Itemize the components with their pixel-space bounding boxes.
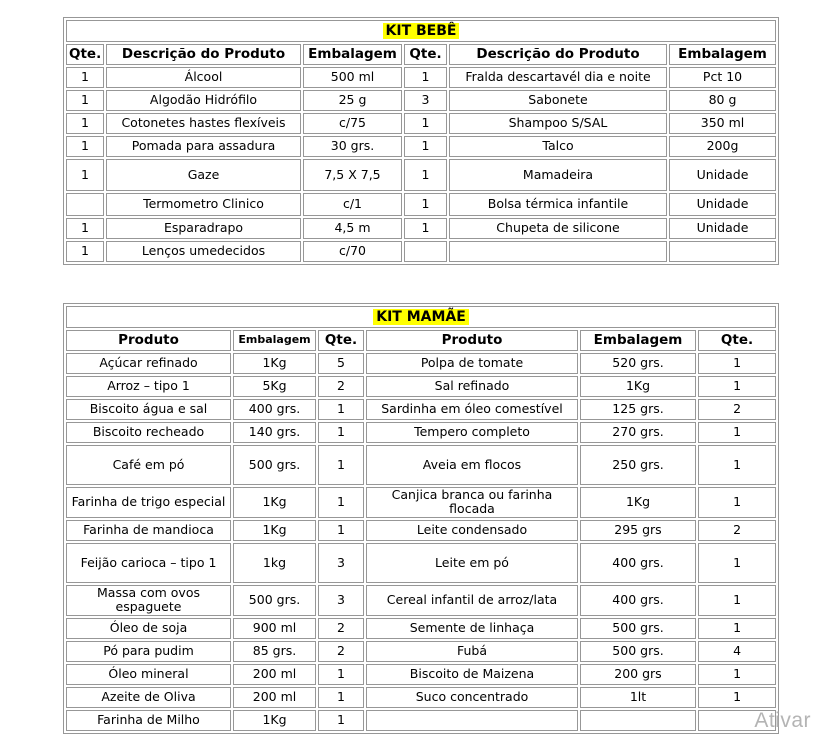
column-header: Embalagem bbox=[233, 330, 316, 351]
table-title-cell bbox=[66, 306, 776, 328]
table-cell: 250 grs. bbox=[580, 445, 696, 485]
activate-windows-watermark: Ativar bbox=[754, 709, 811, 732]
table-cell: 1 bbox=[698, 618, 776, 639]
table-cell: Leite em pó bbox=[366, 543, 578, 583]
table-cell: 1 bbox=[66, 90, 104, 111]
table-cell bbox=[580, 710, 696, 731]
table-title: KIT MAMÃE bbox=[373, 309, 469, 325]
table-cell bbox=[669, 241, 776, 262]
column-header: Qte. bbox=[318, 330, 364, 351]
table-cell: Sardinha em óleo comestível bbox=[366, 399, 578, 420]
table-cell: 2 bbox=[318, 641, 364, 662]
kit-bebe-table bbox=[63, 17, 779, 265]
table-cell: 1 bbox=[698, 445, 776, 485]
table-cell: Biscoito recheado bbox=[66, 422, 231, 443]
table-cell: Café em pó bbox=[66, 445, 231, 485]
table-cell: 3 bbox=[404, 90, 447, 111]
table-cell: 1 bbox=[404, 67, 447, 88]
table-cell: 1 bbox=[698, 543, 776, 583]
table-cell: 25 g bbox=[303, 90, 402, 111]
table-cell: 2 bbox=[318, 376, 364, 397]
column-header: Embalagem bbox=[303, 44, 402, 65]
table-cell: 2 bbox=[698, 520, 776, 541]
table-cell: Farinha de trigo especial bbox=[66, 487, 231, 518]
table-cell: 80 g bbox=[669, 90, 776, 111]
table-row bbox=[66, 422, 776, 443]
table-cell: 1 bbox=[318, 664, 364, 685]
table-cell: 1 bbox=[66, 113, 104, 134]
table-cell: 200g bbox=[669, 136, 776, 157]
column-header: Produto bbox=[66, 330, 231, 351]
table-cell: 140 grs. bbox=[233, 422, 316, 443]
header-row bbox=[66, 44, 776, 65]
table-cell: 1kg bbox=[233, 543, 316, 583]
table-cell: Mamadeira bbox=[449, 159, 667, 191]
table-cell: 1 bbox=[404, 193, 447, 216]
table-cell: Pct 10 bbox=[669, 67, 776, 88]
table-cell: 295 grs bbox=[580, 520, 696, 541]
table-cell: 1 bbox=[318, 687, 364, 708]
table-row bbox=[66, 487, 776, 518]
table-cell: 1 bbox=[66, 218, 104, 239]
table-cell: c/75 bbox=[303, 113, 402, 134]
table-cell: Óleo mineral bbox=[66, 664, 231, 685]
table-cell: 500 grs. bbox=[580, 641, 696, 662]
table-row bbox=[66, 664, 776, 685]
table-row bbox=[66, 618, 776, 639]
table-cell: 1 bbox=[404, 136, 447, 157]
table-row bbox=[66, 193, 776, 216]
column-header: Produto bbox=[366, 330, 578, 351]
table-cell: Pó para pudim bbox=[66, 641, 231, 662]
table-cell: Açúcar refinado bbox=[66, 353, 231, 374]
table-cell: Talco bbox=[449, 136, 667, 157]
table-cell: Canjica branca ou farinha flocada bbox=[366, 487, 578, 518]
table-cell: Aveia em flocos bbox=[366, 445, 578, 485]
table-cell: 1Kg bbox=[233, 487, 316, 518]
table-cell: Bolsa térmica infantile bbox=[449, 193, 667, 216]
table-cell: Polpa de tomate bbox=[366, 353, 578, 374]
table-cell: Cereal infantil de arroz/lata bbox=[366, 585, 578, 616]
table-cell: Farinha de Milho bbox=[66, 710, 231, 731]
table-cell: Lenços umedecidos bbox=[106, 241, 301, 262]
kit-mamae-table bbox=[63, 303, 779, 734]
table-cell: 500 grs. bbox=[233, 585, 316, 616]
table-cell: 1Kg bbox=[580, 376, 696, 397]
table-cell: 270 grs. bbox=[580, 422, 696, 443]
table-cell: 1 bbox=[318, 445, 364, 485]
table-cell: 7,5 X 7,5 bbox=[303, 159, 402, 191]
table-cell: 1 bbox=[404, 113, 447, 134]
table-row bbox=[66, 543, 776, 583]
table-cell: 350 ml bbox=[669, 113, 776, 134]
table-title: KIT BEBÊ bbox=[383, 23, 460, 39]
table-row bbox=[66, 159, 776, 191]
column-header: Qte. bbox=[66, 44, 104, 65]
table-cell: 3 bbox=[318, 585, 364, 616]
table-cell: c/1 bbox=[303, 193, 402, 216]
table-cell: 200 ml bbox=[233, 687, 316, 708]
table-cell: 4 bbox=[698, 641, 776, 662]
table-cell: 1 bbox=[318, 487, 364, 518]
table-cell: 1Kg bbox=[233, 520, 316, 541]
table-cell: Álcool bbox=[106, 67, 301, 88]
table-cell: 1lt bbox=[580, 687, 696, 708]
table-cell: 400 grs. bbox=[233, 399, 316, 420]
header-row bbox=[66, 330, 776, 351]
table-cell bbox=[66, 193, 104, 216]
table-cell: 1Kg bbox=[233, 710, 316, 731]
table-cell: Unidade bbox=[669, 218, 776, 239]
table-cell: 1 bbox=[318, 520, 364, 541]
table-cell: 500 grs. bbox=[580, 618, 696, 639]
table-cell: 1 bbox=[698, 422, 776, 443]
table-cell: Fubá bbox=[366, 641, 578, 662]
table-cell bbox=[366, 710, 578, 731]
table-cell: Tempero completo bbox=[366, 422, 578, 443]
table-row bbox=[66, 136, 776, 157]
table-row bbox=[66, 399, 776, 420]
table-cell: 200 ml bbox=[233, 664, 316, 685]
table-row bbox=[66, 90, 776, 111]
table-cell: Biscoito de Maizena bbox=[366, 664, 578, 685]
table-cell: Unidade bbox=[669, 159, 776, 191]
column-header: Qte. bbox=[404, 44, 447, 65]
table-cell: 1 bbox=[66, 67, 104, 88]
table-cell: 520 grs. bbox=[580, 353, 696, 374]
table-row bbox=[66, 353, 776, 374]
table-cell: 500 ml bbox=[303, 67, 402, 88]
table-cell: 1 bbox=[698, 487, 776, 518]
table-cell: 3 bbox=[318, 543, 364, 583]
table-row bbox=[66, 113, 776, 134]
table-title-cell bbox=[66, 20, 776, 42]
table-cell: 85 grs. bbox=[233, 641, 316, 662]
table-cell: Termometro Clinico bbox=[106, 193, 301, 216]
table-cell: Algodão Hidrófilo bbox=[106, 90, 301, 111]
table-cell: 1 bbox=[404, 159, 447, 191]
table-row bbox=[66, 520, 776, 541]
table-cell: Cotonetes hastes flexíveis bbox=[106, 113, 301, 134]
table-row bbox=[66, 687, 776, 708]
table-cell: 1 bbox=[698, 585, 776, 616]
table-cell: Leite condensado bbox=[366, 520, 578, 541]
table-cell: 1 bbox=[698, 664, 776, 685]
column-header: Descrição do Produto bbox=[449, 44, 667, 65]
table-cell: Feijão carioca – tipo 1 bbox=[66, 543, 231, 583]
table-cell: 1Kg bbox=[580, 487, 696, 518]
table-row bbox=[66, 445, 776, 485]
column-header: Descrição do Produto bbox=[106, 44, 301, 65]
table-cell: Sal refinado bbox=[366, 376, 578, 397]
table-cell: Azeite de Oliva bbox=[66, 687, 231, 708]
table-cell: 4,5 m bbox=[303, 218, 402, 239]
table-cell: 1 bbox=[318, 710, 364, 731]
table-cell: 5Kg bbox=[233, 376, 316, 397]
table-cell: 1 bbox=[66, 241, 104, 262]
table-row bbox=[66, 376, 776, 397]
table-cell: c/70 bbox=[303, 241, 402, 262]
table-cell: 400 grs. bbox=[580, 585, 696, 616]
table-cell: 2 bbox=[698, 399, 776, 420]
table-cell: 1 bbox=[698, 376, 776, 397]
table-row bbox=[66, 241, 776, 262]
table-cell: Sabonete bbox=[449, 90, 667, 111]
table-cell: Biscoito água e sal bbox=[66, 399, 231, 420]
table-cell: Suco concentrado bbox=[366, 687, 578, 708]
table-cell: 1 bbox=[698, 687, 776, 708]
table-cell: 1 bbox=[318, 399, 364, 420]
table-cell: Shampoo S/SAL bbox=[449, 113, 667, 134]
table-cell: Semente de linhaça bbox=[366, 618, 578, 639]
table-cell: 1 bbox=[404, 218, 447, 239]
table-cell: Pomada para assadura bbox=[106, 136, 301, 157]
column-header: Qte. bbox=[698, 330, 776, 351]
table-cell: Unidade bbox=[669, 193, 776, 216]
table-cell: 1 bbox=[66, 159, 104, 191]
table-cell: 1 bbox=[698, 353, 776, 374]
table-cell: Farinha de mandioca bbox=[66, 520, 231, 541]
table-cell: 200 grs bbox=[580, 664, 696, 685]
table-row bbox=[66, 641, 776, 662]
table-cell: 400 grs. bbox=[580, 543, 696, 583]
column-header: Embalagem bbox=[669, 44, 776, 65]
table-cell: Arroz – tipo 1 bbox=[66, 376, 231, 397]
table-cell: 1 bbox=[66, 136, 104, 157]
table-cell: 2 bbox=[318, 618, 364, 639]
table-cell: Massa com ovos espaguete bbox=[66, 585, 231, 616]
table-cell bbox=[449, 241, 667, 262]
column-header: Embalagem bbox=[580, 330, 696, 351]
table-row bbox=[66, 67, 776, 88]
table-cell: Óleo de soja bbox=[66, 618, 231, 639]
table-cell: 500 grs. bbox=[233, 445, 316, 485]
table-cell: Gaze bbox=[106, 159, 301, 191]
table-cell: 900 ml bbox=[233, 618, 316, 639]
table-row bbox=[66, 585, 776, 616]
table-cell bbox=[404, 241, 447, 262]
table-cell: Fralda descartavél dia e noite bbox=[449, 67, 667, 88]
table-cell: 1Kg bbox=[233, 353, 316, 374]
table-cell: Chupeta de silicone bbox=[449, 218, 667, 239]
table-row bbox=[66, 218, 776, 239]
table-cell: 125 grs. bbox=[580, 399, 696, 420]
table-cell: Esparadrapo bbox=[106, 218, 301, 239]
table-row bbox=[66, 710, 776, 731]
table-cell: 30 grs. bbox=[303, 136, 402, 157]
table-cell: 1 bbox=[318, 422, 364, 443]
table-cell: 5 bbox=[318, 353, 364, 374]
